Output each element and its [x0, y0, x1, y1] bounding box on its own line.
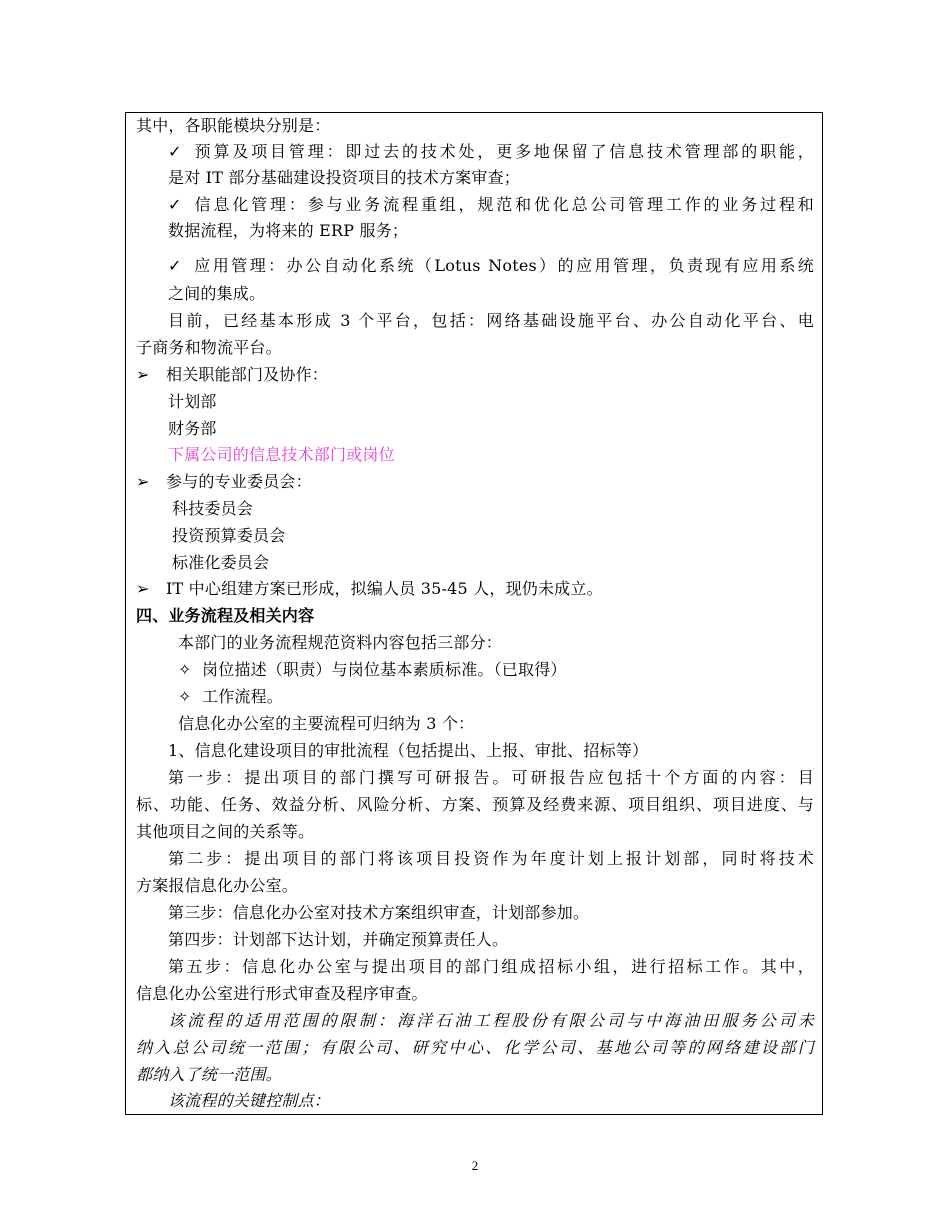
arrowhead-bullet-icon: ➢	[136, 579, 150, 598]
checklist-item	[168, 253, 814, 279]
paragraph-line	[136, 792, 814, 818]
four-point-star-icon: ✧	[178, 687, 192, 706]
list-item	[168, 416, 814, 442]
paragraph-line	[178, 630, 814, 656]
line-text: 目前，已经基本形成 3 个平台，包括：网络基础设施平台、办公自动化平台、电	[168, 311, 814, 330]
line-text: 工作流程。	[202, 687, 284, 706]
paragraph-line	[136, 335, 814, 361]
line-text: 本部门的业务流程规范资料内容包括三部分：	[178, 633, 503, 652]
checkmark-icon: ✓	[168, 256, 182, 275]
line-text: 岗位描述（职责）与岗位基本素质标准。（已取得）	[202, 660, 567, 679]
line-text: 财务部	[168, 419, 217, 438]
paragraph-line	[136, 819, 814, 845]
checkmark-icon: ✓	[168, 195, 182, 214]
italic-note-line	[136, 1062, 814, 1088]
paragraph-line	[136, 113, 814, 139]
line-text: 其他项目之间的关系等。	[136, 822, 315, 841]
heading-text: 四、业务流程及相关内容	[136, 606, 315, 625]
line-text: 之间的集成。	[168, 284, 266, 303]
list-item	[172, 496, 814, 522]
line-text: 投资预算委员会	[172, 526, 286, 545]
line-text: 第三步：信息化办公室对技术方案组织审查，计划部参加。	[168, 903, 590, 922]
line-text: 计划部	[168, 392, 217, 411]
paragraph-line	[168, 218, 814, 244]
line-text: 都纳入了统一范围。	[136, 1065, 282, 1084]
paragraph-line	[136, 873, 814, 899]
paragraph-line	[168, 846, 814, 872]
line-text: 参与的专业委员会：	[166, 472, 312, 491]
highlighted-list-item	[168, 442, 814, 468]
line-text: 第五步：信息化办公室与提出项目的部门组成招标小组，进行招标工作。其中，	[168, 957, 814, 976]
line-text: 第四步：计划部下达计划，并确定预算责任人。	[168, 930, 509, 949]
line-text: 纳入总公司统一范围；有限公司、研究中心、化学公司、基地公司等的网络建设部门	[136, 1038, 814, 1057]
line-text: 是对 IT 部分基础建设投资项目的技术方案审查；	[168, 168, 520, 187]
line-text: 预算及项目管理：即过去的技术处，更多地保留了信息技术管理部的职能，	[192, 142, 814, 161]
bullet-item	[136, 576, 814, 602]
line-text: 子商务和物流平台。	[136, 338, 282, 357]
page-number: 2	[471, 1158, 479, 1173]
italic-note-line	[168, 1008, 814, 1034]
list-item	[172, 523, 814, 549]
checklist-item	[168, 192, 814, 218]
list-item	[172, 550, 814, 576]
line-text: 第一步：提出项目的部门撰写可研报告。可研报告应包括十个方面的内容：目	[168, 768, 814, 787]
line-text: 信息化管理：参与业务流程重组，规范和优化总公司管理工作的业务过程和	[192, 195, 814, 214]
line-text: 该流程的关键控制点：	[168, 1091, 331, 1110]
diamond-bullet-item	[178, 684, 814, 710]
paragraph-line	[168, 954, 814, 980]
checklist-item	[168, 139, 814, 165]
section-heading	[136, 603, 814, 629]
paragraph-line	[168, 765, 814, 791]
line-text: 标准化委员会	[172, 553, 270, 572]
paragraph-line	[168, 165, 814, 191]
diamond-bullet-item	[178, 657, 814, 683]
paragraph-line	[178, 711, 814, 737]
paragraph-line	[168, 738, 814, 764]
bullet-item	[136, 469, 814, 495]
line-text: 信息化办公室的主要流程可归纳为 3 个：	[178, 714, 475, 733]
paragraph-line	[168, 900, 814, 926]
checkmark-icon: ✓	[168, 142, 182, 161]
line-text: 标、功能、任务、效益分析、风险分析、方案、预算及经费来源、项目组织、项目进度、与	[136, 795, 814, 814]
line-text: 其中，各职能模块分别是：	[136, 116, 331, 135]
italic-note-line	[136, 1035, 814, 1061]
paragraph-line	[168, 927, 814, 953]
line-text: 1、信息化建设项目的审批流程（包括提出、上报、审批、招标等）	[168, 741, 649, 760]
paragraph-line	[136, 981, 814, 1007]
line-text: 数据流程，为将来的 ERP 服务；	[168, 221, 409, 240]
four-point-star-icon: ✧	[178, 660, 192, 679]
line-text: 方案报信息化办公室。	[136, 876, 299, 895]
paragraph-line	[168, 308, 814, 334]
line-text: 科技委员会	[172, 499, 254, 518]
line-text: 第二步：提出项目的部门将该项目投资作为年度计划上报计划部，同时将技术	[168, 849, 814, 868]
document-frame	[125, 112, 823, 1115]
italic-note-line	[168, 1088, 814, 1114]
line-text: 信息化办公室进行形式审查及程序审查。	[136, 984, 428, 1003]
line-text: IT 中心组建方案已形成，拟编人员 35-45 人，现仍未成立。	[166, 579, 603, 598]
paragraph-line	[168, 281, 814, 307]
arrowhead-bullet-icon: ➢	[136, 365, 150, 384]
line-text: 下属公司的信息技术部门或岗位	[168, 445, 395, 464]
line-text: 相关职能部门及协作：	[166, 365, 329, 384]
arrowhead-bullet-icon: ➢	[136, 472, 150, 491]
line-text: 应用管理：办公自动化系统（Lotus Notes）的应用管理，负责现有应用系统	[192, 256, 814, 275]
line-text: 该流程的适用范围的限制：海洋石油工程股份有限公司与中海油田服务公司未	[168, 1011, 814, 1030]
bullet-item	[136, 362, 814, 388]
list-item	[168, 389, 814, 415]
